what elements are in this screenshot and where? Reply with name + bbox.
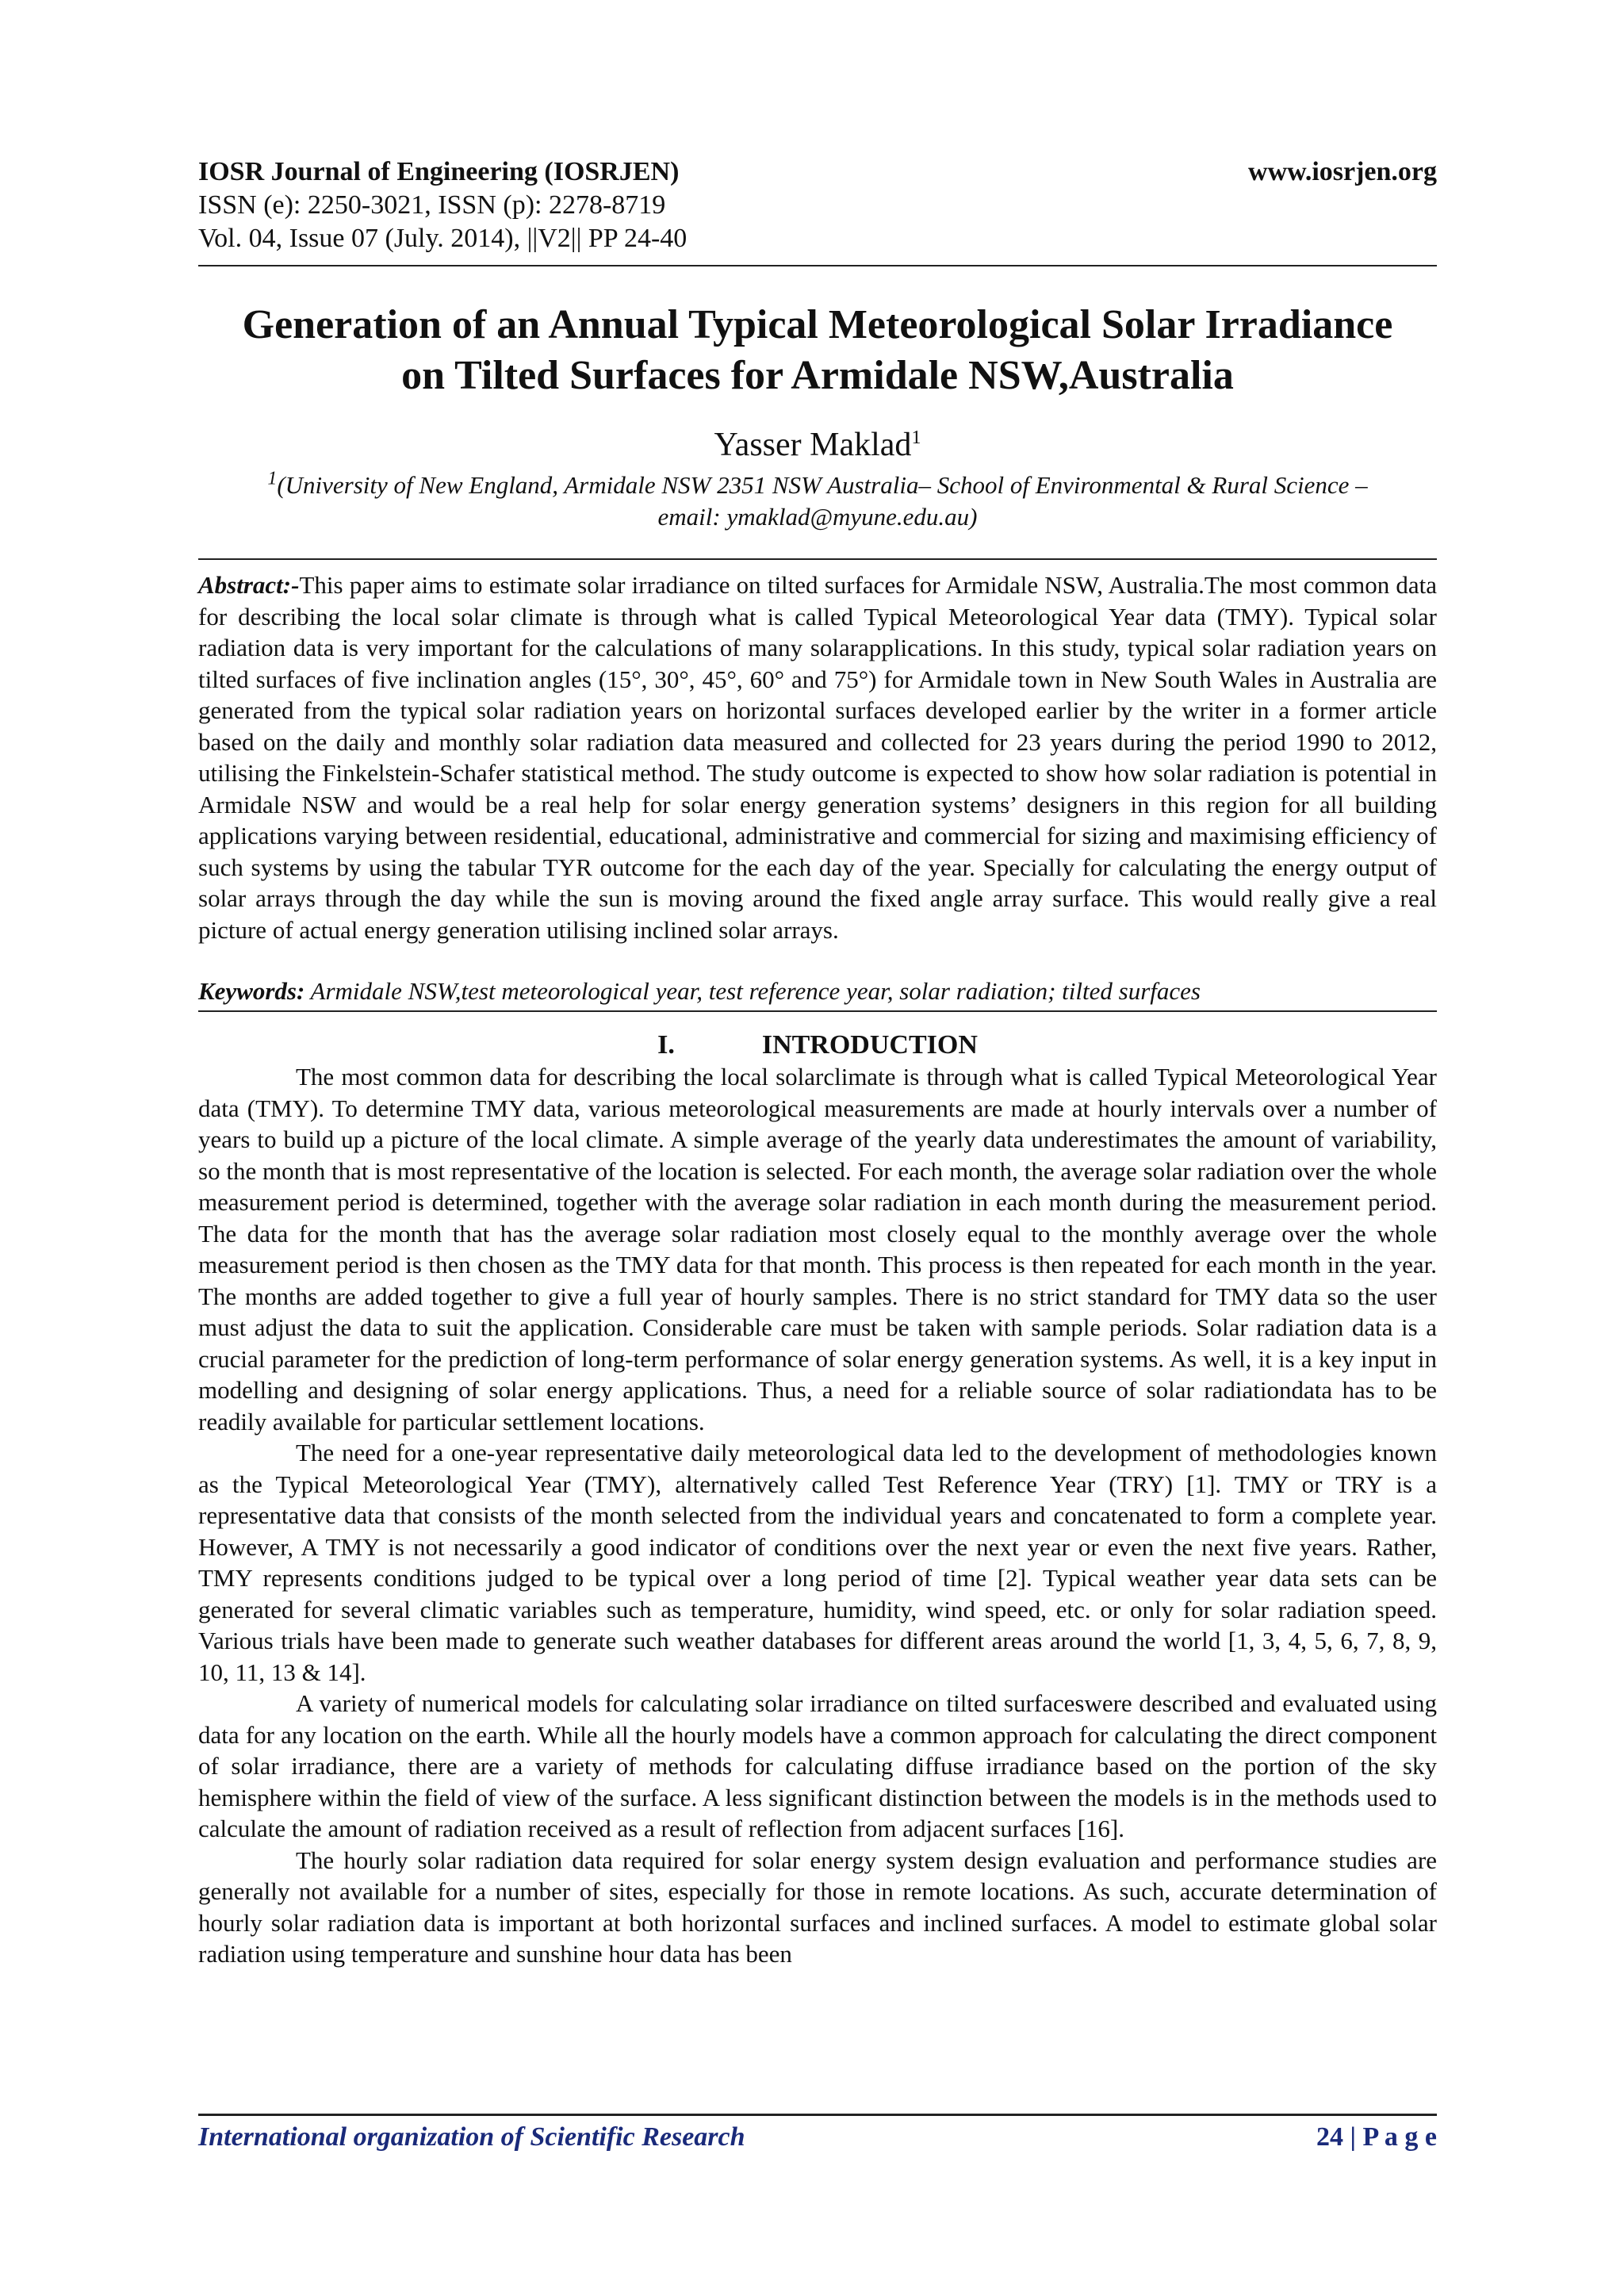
journal-header [198,155,1437,266]
page-number: 24 | P a g e [1316,2122,1437,2152]
abstract-paragraph [198,569,1437,945]
introduction-body [198,1061,1437,1970]
body-paragraph: The need for a one-year representative daily meteorological data led to the development of methodologies known as the Typical Meteorological Year (TMY), alternatively called Test Reference Year (TRY) [1]. TMY or TRY is a representative data that consists of the month selected from the individual years and concatenated to form a complete year. However, A TMY is not necessarily a good indicator of conditions over the next year or even the next five years. Rather, TMY represents conditions judged to be typical over a long period of time [2]. Typical weather year data sets can be generated for several climatic variables such as temperature, humidity, wind speed, etc. or only for solar radiation speed. Various trials have been made to generate such weather databases for different areas around the world [1, 3, 4, 5, 6, 7, 8, 9, 10, 11, 13 & 14]. [198,1439,1437,1686]
paper-title [198,300,1437,401]
author-line [198,425,1437,465]
author-affiliation [198,470,1437,533]
issn-line: ISSN (e): 2250-3021, ISSN (p): 2278-8719 [198,190,666,220]
keywords-label: Keywords: [198,977,305,1005]
header-divider [198,265,1437,266]
affiliation-superscript: 1 [267,468,278,489]
page-footer [198,2114,1437,2156]
body-paragraph: The hourly solar radiation data required for solar energy system design evaluation and performance studies are generally not available for a number of sites, especially for those in remote locations. As such, accurate determination of hourly solar radiation data is important at both horizontal surfaces and inclined surfaces. A model to estimate global solar radiation using temperature and sunshine hour data has been [198,1846,1437,1968]
abstract-text: This paper aims to estimate solar irradiance on tilted surfaces for Armidale NSW, Australia.The most common data for describing the local solar climate is through what is called Typical Meteorological Year data (TMY). Typical solar radiation data is very important for the calculations of many solarapplications. In this study, typical solar radiation years on tilted surfaces of five inclination angles (15°, 30°, 45°, 60° and 75°) for Armidale town in New South Wales in Australia are generated from the typical solar radiation years on horizontal surfaces developed earlier by the writer in a former article based on the daily and monthly solar radiation data measured and collected for 23 years during the period 1990 to 2012, utilising the Finkelstein-Schafer statistical method. The study outcome is expected to show how solar radiation is potential in Armidale NSW and would be a real help for solar energy generation systems’ designers in this region for all building applications varying between residential, educational, administrative and commercial for sizing and maximising efficiency of such systems by using the tabular TYR outcome for the each day of the year. Specially for calculating the energy output of solar arrays through the day while the sun is moving around the fixed angle array surface. This would really give a real picture of actual energy generation utilising inclined solar arrays. [198,571,1437,944]
affiliation-line-1: (University of New England, Armidale NSW 2351 NSW Australia– School of Environmental & Rural Science – [277,471,1368,499]
section-title: INTRODUCTION [761,1030,978,1060]
keywords-section [198,976,1437,1007]
body-paragraph: The most common data for describing the local solarclimate is through what is called Typical Meteorological Year data (TMY). To determine TMY data, various meteorological measurements are made at hourly intervals over a number of years to build up a picture of the local climate. A simple average of the yearly data underestimates the amount of variability, so the month that is most representative of the location is selected. For each month, the average solar radiation over the whole measurement period is determined, together with the average solar radiation in each month during the measurement period. The data for the month that has the average solar radiation most closely equal to the monthly average over the whole measurement period is then chosen as the TMY data for that month. This process is then repeated for each month in the year. The months are added together to give a full year of hourly samples. There is no strict standard for TMY data so the user must adjust the data to suit the application. Considerable care must be taken with sample periods. Solar radiation data is a crucial parameter for the prediction of long-term performance of solar energy generation systems. As well, it is a key input in modelling and designing of solar energy applications. Thus, a need for a reliable source of solar radiationdata has to be readily available for particular settlement locations. [198,1063,1437,1435]
keywords-divider [198,1010,1437,1012]
footer-organization: International organization of Scientific Research [198,2122,745,2152]
affiliation-line-2: email: ymaklad@myune.edu.au) [657,503,978,531]
body-paragraph: A variety of numerical models for calculating solar irradiance on tilted surfaceswere described and evaluated using data for any location on the earth. While all the hourly models have a common approach for calculating the direct component of solar irradiance, there are a variety of methods for calculating diffuse irradiance based on the portion of the sky hemisphere within the field of view of the surface. A less significant distinction between the models is in the methods used to calculate the amount of radiation received as a result of reflection from adjacent surfaces [16]. [198,1689,1437,1842]
author-superscript: 1 [911,427,921,448]
title-line-1: Generation of an Annual Typical Meteorological Solar Irradiance [242,302,1393,347]
section-heading [198,1029,1437,1061]
title-line-2: on Tilted Surfaces for Armidale NSW,Australia [401,353,1234,398]
abstract-label: Abstract:- [198,571,300,599]
author-name: Yasser Maklad [714,427,912,463]
footer-divider [198,2114,1437,2116]
keywords-text: Armidale NSW,test meteorological year, test reference year, solar radiation; tilted surfaces [304,977,1201,1005]
section-number: I. [657,1030,675,1060]
journal-name: IOSR Journal of Engineering (IOSRJEN) [198,157,680,186]
abstract-section [198,558,1437,945]
page-content [198,155,1437,1970]
journal-website[interactable]: www.iosrjen.org [1248,157,1437,186]
volume-line: Vol. 04, Issue 07 (July. 2014), ||V2|| PP 24-40 [198,224,688,253]
